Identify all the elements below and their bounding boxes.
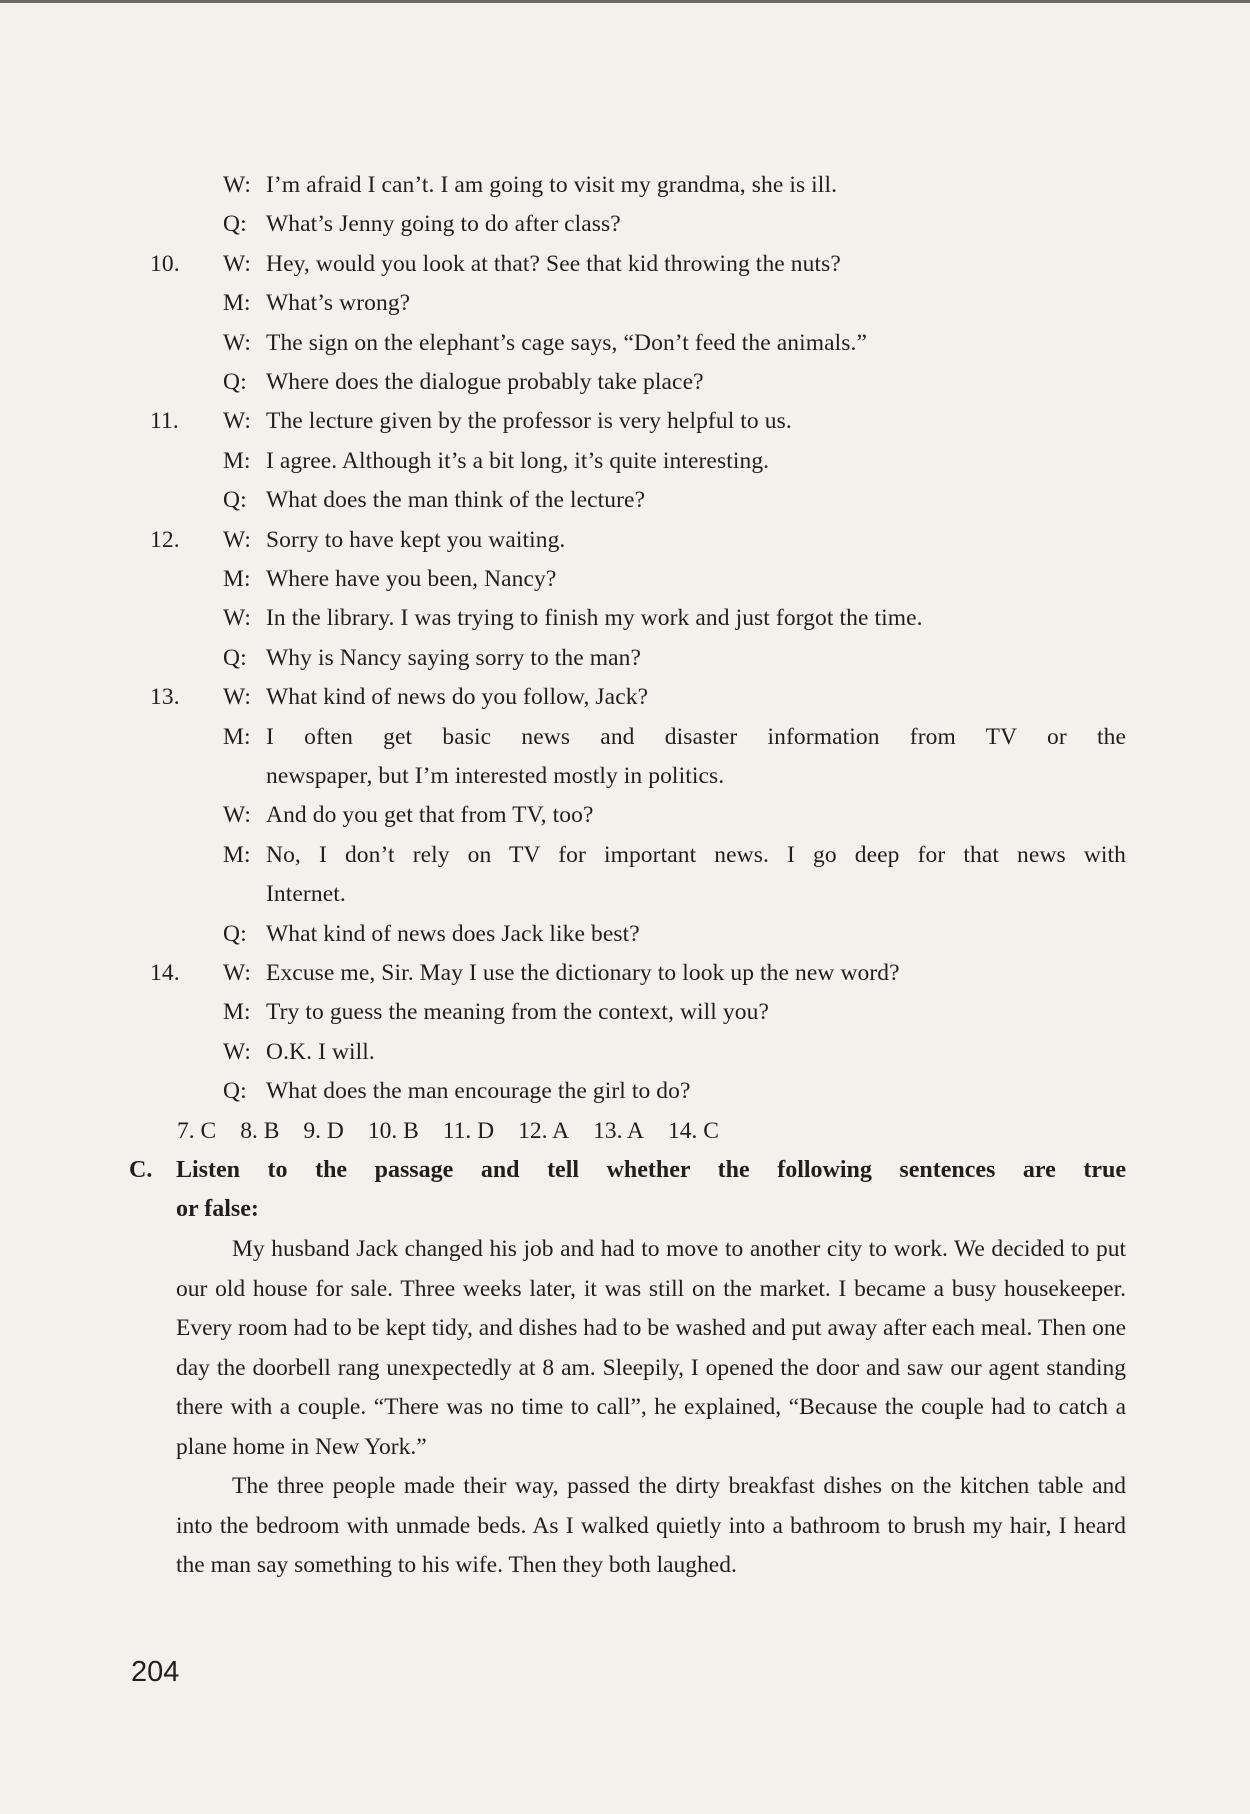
dialogue-text: What’s Jenny going to do after class? bbox=[266, 211, 621, 238]
passage-paragraph-2: The three people made their way, passed the dirty breakfast dishes on the kitchen table and into the bedroom with unmade beds. As I walked quietly into a bathroom to brush my hair, I heard the man say something to his wife. Then they both laughed. bbox=[176, 1473, 1126, 1578]
speaker-label: Q: bbox=[223, 920, 247, 947]
question-number: 12. bbox=[150, 526, 180, 553]
speaker-label: M: bbox=[223, 999, 251, 1026]
answer-item: 10. B bbox=[367, 1118, 419, 1144]
question-number: 11. bbox=[150, 408, 179, 435]
answer-key bbox=[177, 1116, 743, 1146]
speaker-label: W: bbox=[223, 250, 252, 277]
speaker-label: M: bbox=[223, 841, 251, 868]
dialogue-text: I’m afraid I can’t. I am going to visit my grandma, she is ill. bbox=[266, 172, 838, 198]
speaker-label: Q: bbox=[223, 644, 247, 671]
speaker-label: W: bbox=[223, 526, 252, 553]
section-c-label: C. bbox=[129, 1157, 153, 1183]
speaker-label: W: bbox=[223, 802, 252, 829]
speaker-label: Q: bbox=[223, 1078, 247, 1105]
dialogue-text: Where have you been, Nancy? bbox=[266, 566, 557, 592]
question-number: 10. bbox=[150, 250, 180, 277]
speaker-label: W: bbox=[223, 172, 252, 198]
dialogue-text: And do you get that from TV, too? bbox=[266, 802, 594, 829]
speaker-label: Q: bbox=[223, 487, 247, 514]
dialogue-text: I agree. Although it’s a bit long, it’s quite interesting. bbox=[266, 447, 770, 474]
speaker-label: W: bbox=[223, 684, 252, 711]
dialogue-text: What does the man think of the lecture? bbox=[266, 487, 646, 514]
dialogue-text: Why is Nancy saying sorry to the man? bbox=[266, 644, 642, 671]
speaker-label: W: bbox=[223, 1038, 252, 1065]
dialogue-text: In the library. I was trying to finish my work and just forgot the time. bbox=[266, 605, 923, 632]
dialogue-text: O.K. I will. bbox=[266, 1038, 375, 1065]
dialogue-text: No, I don’t rely on TV for important news. I go deep for that news with bbox=[266, 841, 1126, 868]
speaker-label: M: bbox=[223, 723, 251, 750]
dialogue-text: Try to guess the meaning from the context, will you? bbox=[266, 999, 769, 1026]
answer-item: 14. C bbox=[668, 1118, 719, 1144]
speaker-label: Q: bbox=[223, 211, 247, 238]
dialogue-text: What kind of news does Jack like best? bbox=[266, 920, 640, 947]
answer-item: 8. B bbox=[240, 1118, 280, 1144]
answer-item: 12. A bbox=[518, 1118, 570, 1144]
dialogue-text: The lecture given by the professor is very helpful to us. bbox=[266, 408, 792, 435]
speaker-label: W: bbox=[223, 605, 252, 632]
section-c-heading-line2: or false: bbox=[176, 1196, 259, 1222]
dialogue-text: Where does the dialogue probably take place? bbox=[266, 369, 704, 395]
answer-item: 7. C bbox=[177, 1118, 217, 1144]
answer-item: 13. A bbox=[593, 1118, 645, 1144]
dialogue-text: What’s wrong? bbox=[266, 290, 411, 317]
speaker-label: W: bbox=[223, 408, 252, 435]
passage bbox=[176, 1230, 1126, 1586]
question-number: 14. bbox=[150, 960, 180, 986]
dialogue-text: What does the man encourage the girl to do? bbox=[266, 1078, 691, 1105]
dialogue-text: newspaper, but I’m interested mostly in politics. bbox=[266, 763, 725, 789]
speaker-label: Q: bbox=[223, 369, 247, 395]
page-number: 204 bbox=[131, 1656, 180, 1688]
speaker-label: W: bbox=[223, 960, 252, 986]
dialogue-text: Hey, would you look at that? See that kid throwing the nuts? bbox=[266, 250, 841, 277]
speaker-label: W: bbox=[223, 329, 252, 356]
speaker-label: M: bbox=[223, 290, 251, 317]
dialogue-text: Sorry to have kept you waiting. bbox=[266, 526, 566, 553]
answer-item: 11. D bbox=[442, 1118, 495, 1144]
dialogue-text: I often get basic news and disaster information from TV or the bbox=[266, 723, 1126, 750]
section-c-heading-line1: Listen to the passage and tell whether the following sentences are true bbox=[176, 1157, 1126, 1183]
speaker-label: M: bbox=[223, 447, 251, 474]
dialogue-text: Excuse me, Sir. May I use the dictionary to look up the new word? bbox=[266, 960, 900, 986]
answer-item: 9. D bbox=[303, 1118, 344, 1144]
passage-paragraph-1: My husband Jack changed his job and had to move to another city to work. We decided to put our old house for sale. Three weeks later, it was still on the market. I became a busy housekeeper. Every room had to be kept tidy, and dishes had to be washed and put away after each meal. Then one day the doorbell rang unexpectedly at 8 am. Sleepily, I opened the door and saw our agent standing there with a couple. “There was no time to call”, he explained, “Because the couple had to catch a plane home in New York.” bbox=[176, 1236, 1126, 1460]
top-border bbox=[0, 0, 1250, 3]
dialogue-text: The sign on the elephant’s cage says, “Don’t feed the animals.” bbox=[266, 329, 868, 356]
speaker-label: M: bbox=[223, 566, 251, 592]
question-number: 13. bbox=[150, 684, 180, 711]
dialogue-text: What kind of news do you follow, Jack? bbox=[266, 684, 649, 711]
dialogue-text: Internet. bbox=[266, 881, 346, 908]
